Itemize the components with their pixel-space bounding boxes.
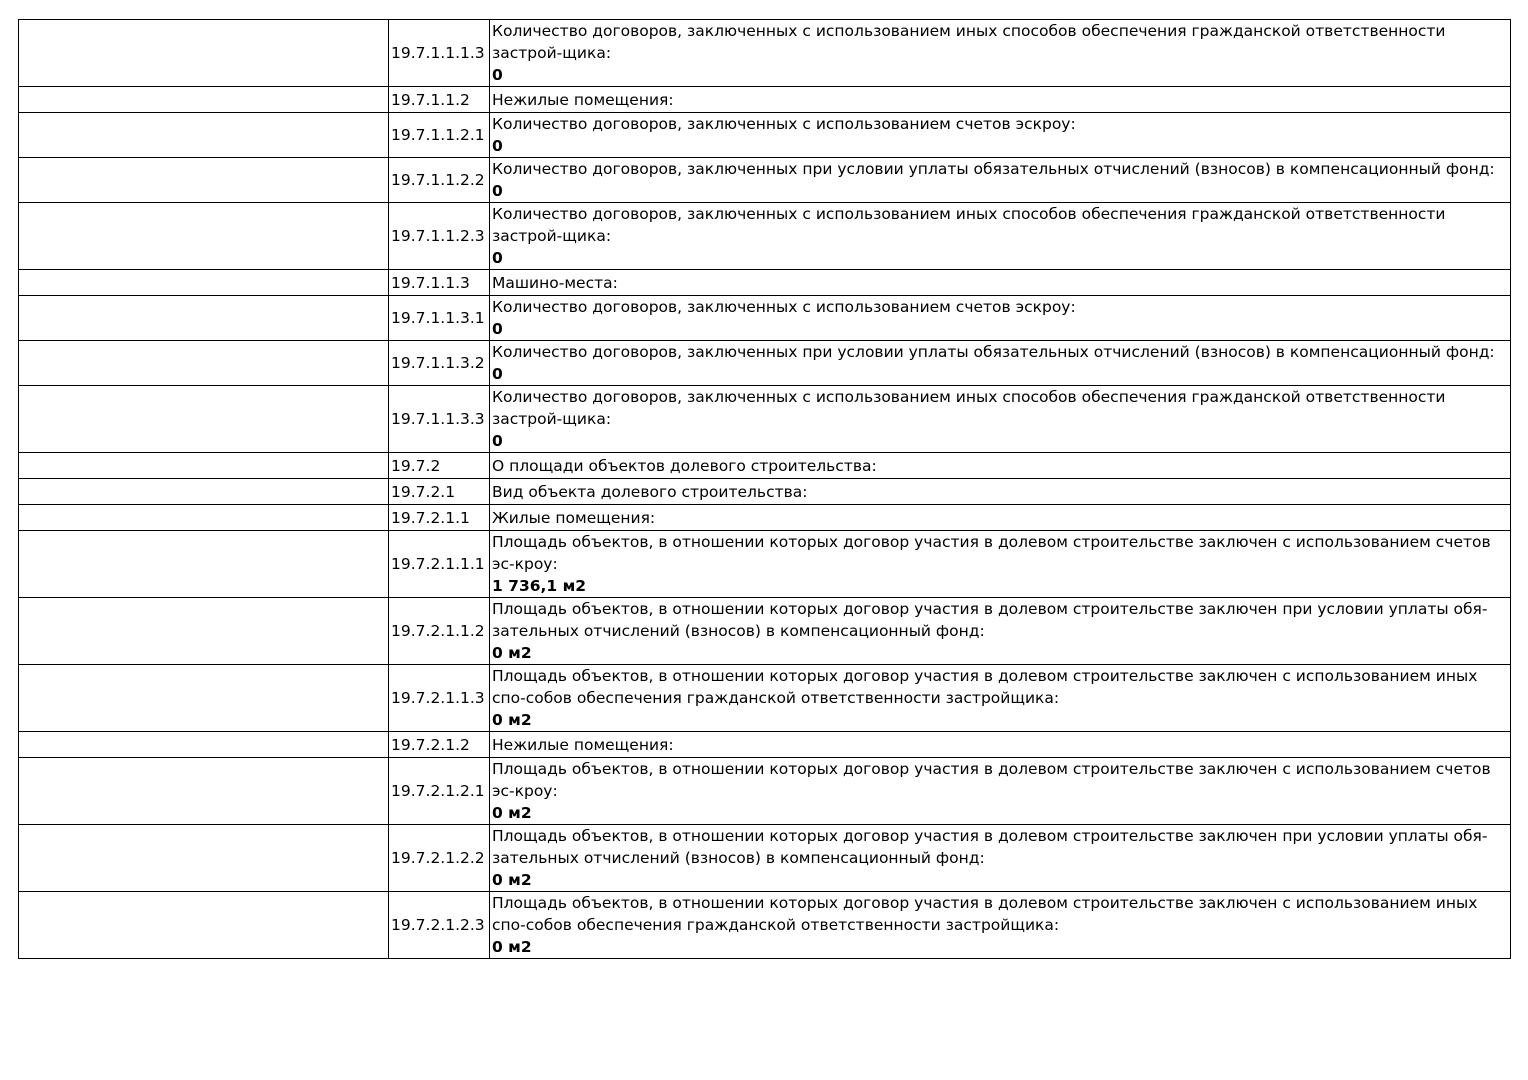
empty-cell [19, 386, 389, 453]
item-value: 0 [492, 365, 503, 383]
item-label: Площадь объектов, в отношении которых договор участия в долевом строительстве заключен с использованием счетов эс-кроу: [492, 533, 1491, 573]
report-table-body [19, 20, 1511, 959]
item-content [490, 386, 1511, 453]
table-row [19, 531, 1511, 598]
empty-cell [19, 453, 389, 479]
item-code: 19.7.1.1.3.1 [389, 296, 490, 341]
item-label: Нежилые помещения: [492, 90, 674, 109]
table-row [19, 20, 1511, 87]
item-value: 0 м2 [492, 871, 532, 889]
table-row [19, 892, 1511, 959]
item-code: 19.7.1.1.2.2 [389, 158, 490, 203]
item-content [490, 341, 1511, 386]
item-content [490, 665, 1511, 732]
item-value: 0 [492, 182, 503, 200]
item-content [490, 505, 1511, 531]
item-content [490, 479, 1511, 505]
empty-cell [19, 341, 389, 386]
item-content [490, 758, 1511, 825]
item-code: 19.7.2.1.1.2 [389, 598, 490, 665]
item-code: 19.7.2.1.2 [389, 732, 490, 758]
empty-cell [19, 479, 389, 505]
item-code: 19.7.1.1.2 [389, 87, 490, 113]
table-row [19, 732, 1511, 758]
empty-cell [19, 598, 389, 665]
item-content [490, 87, 1511, 113]
item-label: О площади объектов долевого строительства: [492, 456, 877, 475]
empty-cell [19, 732, 389, 758]
item-code: 19.7.2.1.1.1 [389, 531, 490, 598]
item-content [490, 158, 1511, 203]
item-code: 19.7.1.1.2.3 [389, 203, 490, 270]
item-label: Количество договоров, заключенных при условии уплаты обязательных отчислений (взносов) в компенсационный фонд: [492, 160, 1495, 178]
item-content [490, 270, 1511, 296]
table-row [19, 341, 1511, 386]
table-row [19, 453, 1511, 479]
table-row [19, 158, 1511, 203]
table-row [19, 665, 1511, 732]
item-code: 19.7.2.1.2.1 [389, 758, 490, 825]
item-label: Количество договоров, заключенных с использованием счетов эскроу: [492, 115, 1076, 133]
item-content [490, 453, 1511, 479]
item-content [490, 732, 1511, 758]
item-content [490, 598, 1511, 665]
item-value: 0 [492, 432, 503, 450]
table-row [19, 113, 1511, 158]
empty-cell [19, 158, 389, 203]
item-label: Вид объекта долевого строительства: [492, 482, 808, 501]
item-label: Площадь объектов, в отношении которых договор участия в долевом строительстве заключен с использованием иных спо-собов обеспечения гражданской ответственности застройщика: [492, 667, 1478, 707]
table-row [19, 758, 1511, 825]
table-row [19, 505, 1511, 531]
table-row [19, 203, 1511, 270]
item-value: 0 [492, 66, 503, 84]
item-code: 19.7.2 [389, 453, 490, 479]
table-row [19, 296, 1511, 341]
item-label: Площадь объектов, в отношении которых договор участия в долевом строительстве заключен с использованием иных спо-собов обеспечения гражданской ответственности застройщика: [492, 894, 1478, 934]
empty-cell [19, 505, 389, 531]
empty-cell [19, 113, 389, 158]
item-label: Количество договоров, заключенных с использованием счетов эскроу: [492, 298, 1076, 316]
item-label: Количество договоров, заключенных с использованием иных способов обеспечения гражданской ответственности застрой-щика: [492, 22, 1446, 62]
table-row [19, 598, 1511, 665]
item-value: 0 м2 [492, 711, 532, 729]
item-content [490, 296, 1511, 341]
item-value: 0 [492, 249, 503, 267]
table-row [19, 87, 1511, 113]
empty-cell [19, 203, 389, 270]
item-content [490, 203, 1511, 270]
empty-cell [19, 665, 389, 732]
item-code: 19.7.1.1.2.1 [389, 113, 490, 158]
item-label: Площадь объектов, в отношении которых договор участия в долевом строительстве заключен при условии уплаты обя-зательных отчислений (взносов) в компенсационный фонд: [492, 600, 1488, 640]
item-code: 19.7.1.1.3.3 [389, 386, 490, 453]
empty-cell [19, 296, 389, 341]
empty-cell [19, 270, 389, 296]
item-code: 19.7.1.1.3.2 [389, 341, 490, 386]
item-label: Жилые помещения: [492, 508, 656, 527]
item-content [490, 113, 1511, 158]
item-code: 19.7.2.1.1 [389, 505, 490, 531]
empty-cell [19, 531, 389, 598]
item-value: 0 [492, 320, 503, 338]
item-code: 19.7.2.1.1.3 [389, 665, 490, 732]
item-label: Количество договоров, заключенных с использованием иных способов обеспечения гражданской ответственности застрой-щика: [492, 388, 1446, 428]
item-value: 0 м2 [492, 938, 532, 956]
empty-cell [19, 87, 389, 113]
empty-cell [19, 20, 389, 87]
item-code: 19.7.1.1.1.3 [389, 20, 490, 87]
item-content [490, 892, 1511, 959]
item-label: Нежилые помещения: [492, 735, 674, 754]
table-row [19, 386, 1511, 453]
table-row [19, 825, 1511, 892]
item-code: 19.7.1.1.3 [389, 270, 490, 296]
item-code: 19.7.2.1 [389, 479, 490, 505]
item-value: 0 м2 [492, 804, 532, 822]
item-code: 19.7.2.1.2.3 [389, 892, 490, 959]
item-label: Площадь объектов, в отношении которых договор участия в долевом строительстве заключен с использованием счетов эс-кроу: [492, 760, 1491, 800]
item-label: Машино-места: [492, 273, 618, 292]
table-row [19, 479, 1511, 505]
item-value: 0 м2 [492, 644, 532, 662]
item-code: 19.7.2.1.2.2 [389, 825, 490, 892]
item-content [490, 531, 1511, 598]
table-row [19, 270, 1511, 296]
empty-cell [19, 758, 389, 825]
empty-cell [19, 825, 389, 892]
item-content [490, 20, 1511, 87]
item-value: 1 736,1 м2 [492, 577, 587, 595]
item-label: Площадь объектов, в отношении которых договор участия в долевом строительстве заключен при условии уплаты обя-зательных отчислений (взносов) в компенсационный фонд: [492, 827, 1488, 867]
item-value: 0 [492, 137, 503, 155]
item-label: Количество договоров, заключенных с использованием иных способов обеспечения гражданской ответственности застрой-щика: [492, 205, 1446, 245]
item-label: Количество договоров, заключенных при условии уплаты обязательных отчислений (взносов) в компенсационный фонд: [492, 343, 1495, 361]
report-table [18, 19, 1511, 959]
empty-cell [19, 892, 389, 959]
item-content [490, 825, 1511, 892]
